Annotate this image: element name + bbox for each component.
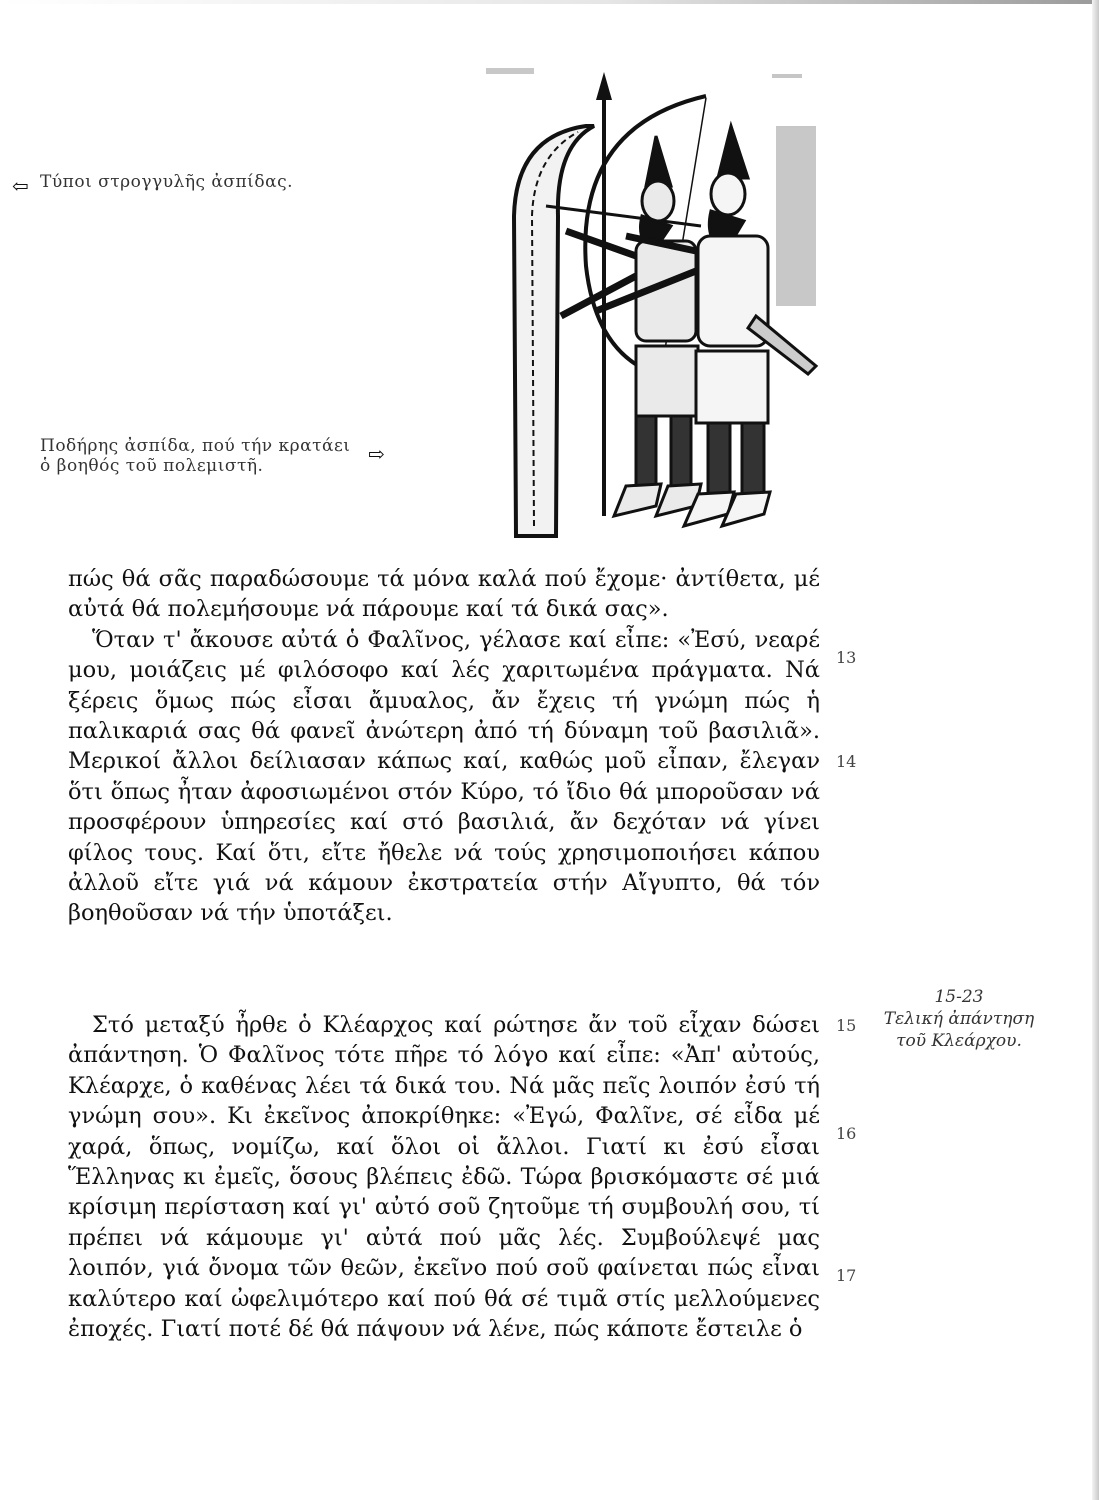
margin-note-range: 15-23	[934, 987, 984, 1007]
archer-rear	[614, 136, 701, 516]
spear-tip	[596, 72, 612, 100]
line-number: 13	[836, 648, 857, 667]
assyrian-archers-illustration	[486, 66, 831, 550]
text-block-2	[68, 1010, 820, 1344]
page-right-edge	[1092, 0, 1099, 1500]
tall-shield-icon	[514, 126, 594, 536]
line-number: 15	[836, 1016, 857, 1035]
hand-pointer-arrow-icon: ⇦	[12, 174, 29, 198]
text-block-1	[68, 564, 820, 929]
paragraph: πώς θά σᾶς παραδώσουμε τά μόνα καλά πού ἔχομε· ἀντίθετα, μέ αὐτά θά πολεμήσουμε νά πάρουμε καί τά δικά σας».	[68, 566, 820, 623]
caption-round-shield-text: Τύποι στρογγυλῆς ἀσπίδας.	[40, 172, 293, 192]
caption-round-shield	[12, 172, 460, 192]
line-number: 14	[836, 752, 857, 771]
line-number: 17	[836, 1266, 857, 1285]
page-top-edge	[0, 0, 1099, 4]
caption-long-shield	[40, 436, 360, 476]
arrow	[546, 206, 701, 226]
paragraph: Στό μεταξύ ἦρθε ὁ Κλέαρχος καί ρώτησε ἄν τοῦ εἶχαν δώσει ἀπάντηση. Ὁ Φαλῖνος τότε πῆρε τό λόγο καί εἶπε: «Ἀπ' αὐτούς, Κλέαρχε, ὁ καθένας λέει τά δικά του. Νά μᾶς πεῖς λοιπόν ἐσύ τή γνώμη σου». Κι ἐκεῖνος ἀποκρίθηκε: «Ἐγώ, Φαλῖνε, σέ εἶδα μέ χαρά, ὅπως, νομίζω, καί ὅλοι οἱ ἄλλοι. Γιατί κι ἐσύ εἶσαι Ἕλληνας κι ἐμεῖς, ὅσους βλέπεις ἐδῶ. Τώρα βρισκόμαστε σέ μιά κρίσιμη περίσταση καί γι' αὐτό σοῦ ζητοῦμε τή συμβουλή σου, τί πρέπει νά κάμουμε γι' αὐτά πού μᾶς λές. Συμβούλεψέ μας λοιπόν, γιά ὄνομα τῶν θεῶν, ἐκεῖνο πού σοῦ φαίνεται πώς εἶναι καλύτερο καί ὠφελιμότερο καί πού θά σέ τιμᾶ στίς μελλούμενες ἐποχές. Γιατί ποτέ δέ θά πάψουν νά λένε, πώς κάποτε ἔστειλε ὁ	[68, 1012, 820, 1343]
margin-note	[874, 986, 1044, 1052]
margin-note-text: Τελική ἀπάντηση τοῦ Κλεάρχου.	[883, 1009, 1035, 1051]
paragraph: Ὅταν τ' ἄκουσε αὐτά ὁ Φαλῖνος, γέλασε καί εἶπε: «Ἐσύ, νεαρέ μου, μοιάζεις μέ φιλόσοφο καί λές χαριτωμένα πράγματα. Νά ξέρεις ὅμως πώς εἶσαι ἄμυαλος, ἄν ἔχεις τή γνώμη πώς ἡ παλικαριά σας θά φανεῖ ἀνώτερη ἀπό τή δύναμη τοῦ βασιλιᾶ». Μερικοί ἄλλοι δείλιασαν κάπως καί, καθώς μοῦ εἶπαν, ἔλεγαν ὅτι ὅπως ἦταν ἀφοσιωμένοι στόν Κύρο, τό ἴδιο θά μποροῦσαν νά προσφέρουν ὑπηρεσίες καί στό βασιλιά, ἄν δεχόταν νά γίνει φίλος τους. Καί ὅτι, εἴτε ἤθελε νά τούς χρησιμοποιήσει κάπου ἀλλοῦ εἴτε γιά νά κάμουν ἐκστρατεία στήν Αἴγυπτο, θά τόν βοηθοῦσαν νά τήν ὑποτάξει.	[68, 626, 820, 927]
caption-long-shield-text: Ποδήρης ἀσπίδα, πού τήν κρατάει ὁ βοηθός τοῦ πολεμιστῆ.	[40, 436, 351, 476]
hand-pointer-arrow-icon: ⇨	[368, 442, 385, 466]
line-number: 16	[836, 1124, 857, 1143]
